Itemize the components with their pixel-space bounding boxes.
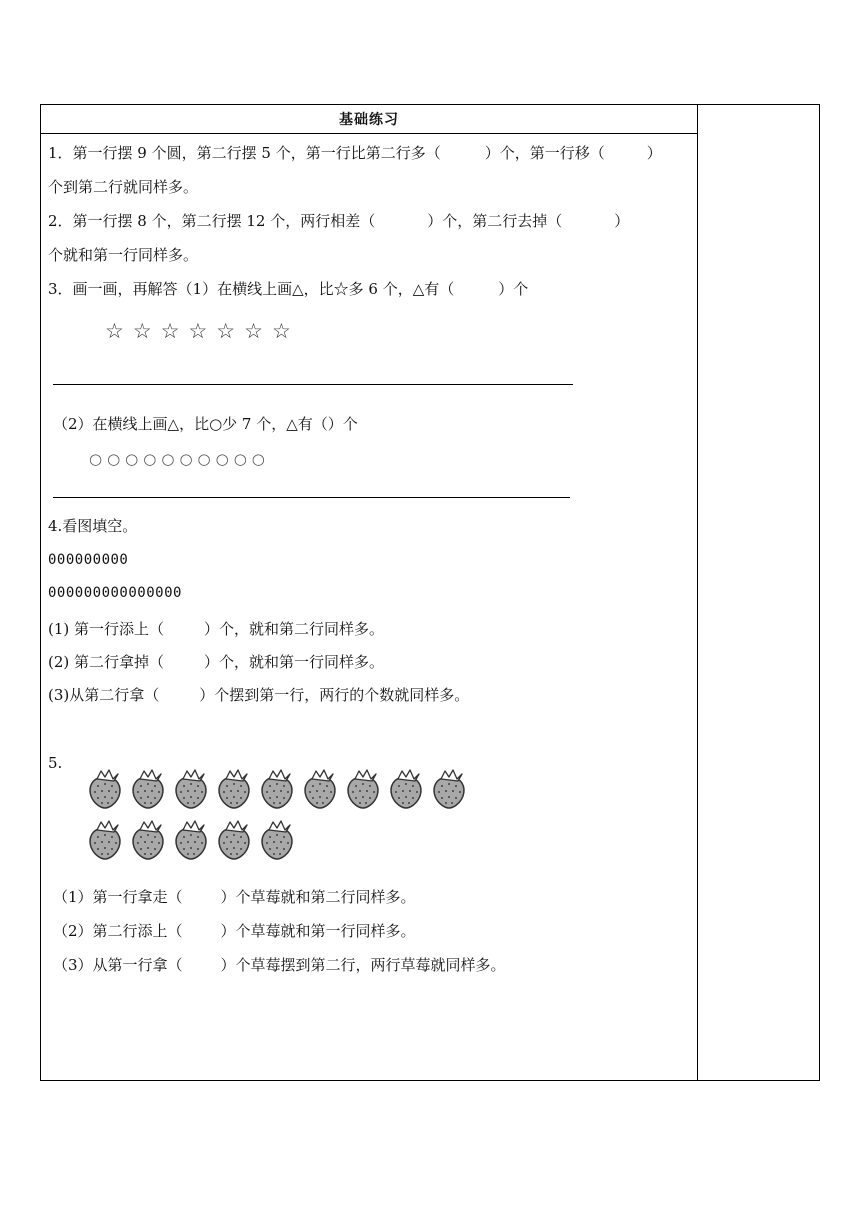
q4-row1: 000000000 [48,552,129,568]
q5-s3-text: （3）从第一行拿（ [53,956,183,974]
q4-s3-end: ）个摆到第一行，两行的个数就同样多。 [199,686,470,704]
strawberry-icon [258,767,296,809]
q5-s1-end: ）个草莓就和第二行同样多。 [220,888,416,906]
q3-part1 [48,279,528,299]
q3-text-a: 3．画一画，再解答（1）在横线上画△，比☆多 6 个，△有（ [48,280,455,298]
q5-s2-end: ）个草莓就和第一行同样多。 [220,922,416,940]
q2-text-b: ）个，第二行去掉（ [427,212,563,230]
q2-text-c: ） [614,212,630,230]
q5-s2 [53,921,416,941]
q5-s1 [53,887,416,907]
q5-s3-end: ）个草莓摆到第二行，两行草莓就同样多。 [220,956,506,974]
q1-text-c: ） [646,144,662,162]
q5-s1-text: （1）第一行拿走（ [53,888,183,906]
strawberry-icon [86,818,124,860]
strawberry-icon [258,818,296,860]
q4-s2-text: (2) 第二行拿掉（ [48,653,165,671]
q4-row2: 000000000000000 [48,585,182,601]
circle-row: ○○○○○○○○○○ [89,450,270,468]
answer-line-2[interactable] [53,497,570,498]
q1-text-a: 1．第一行摆 9 个圆，第二行摆 5 个，第一行比第二行多（ [48,144,441,162]
q4-s2-end: ）个，就和第一行同样多。 [204,653,385,671]
strawberry-icon [172,767,210,809]
section-title: 基础练习 [339,112,399,128]
q5-number: 5. [48,754,63,772]
q3-part2: （2）在横线上画△，比○少 7 个，△有（）个 [53,415,358,433]
q3-text-b: ）个 [498,280,529,298]
strawberry-icon [215,767,253,809]
strawberry-icon [301,767,339,809]
strawberry-row-1 [86,767,468,809]
q5-s2-text: （2）第二行添上（ [53,922,183,940]
header-divider [41,133,697,134]
strawberry-icon [215,818,253,860]
star-row: ☆☆☆☆☆☆☆ [105,319,300,343]
strawberry-row-2 [86,818,296,860]
q5-s3 [53,955,506,975]
strawberry-icon [172,818,210,860]
worksheet-table [40,104,820,1081]
strawberry-icon [344,767,382,809]
q4-s1 [48,619,384,639]
column-divider [697,105,698,1080]
q2-text-a: 2．第一行摆 8 个，第二行摆 12 个，两行相差（ [48,212,376,230]
q1-text-b: ）个，第一行移（ [484,144,605,162]
strawberry-icon [129,818,167,860]
q4-s3-text: (3)从第二行拿（ [48,686,160,704]
strawberry-icon [430,767,468,809]
strawberry-icon [387,767,425,809]
q1-line2: 个到第二行就同样多。 [48,178,199,196]
answer-line-1[interactable] [53,384,573,385]
q4-s1-text: (1) 第一行添上（ [48,620,165,638]
strawberry-icon [86,767,124,809]
q2-line1 [48,211,629,231]
q4-s3 [48,685,469,705]
strawberry-icon [129,767,167,809]
q4-s2 [48,652,384,672]
q4-title: 4.看图填空。 [48,517,138,535]
q4-s1-end: ）个，就和第二行同样多。 [204,620,385,638]
q2-line2: 个就和第一行同样多。 [48,246,199,264]
q1-line1 [48,143,662,163]
